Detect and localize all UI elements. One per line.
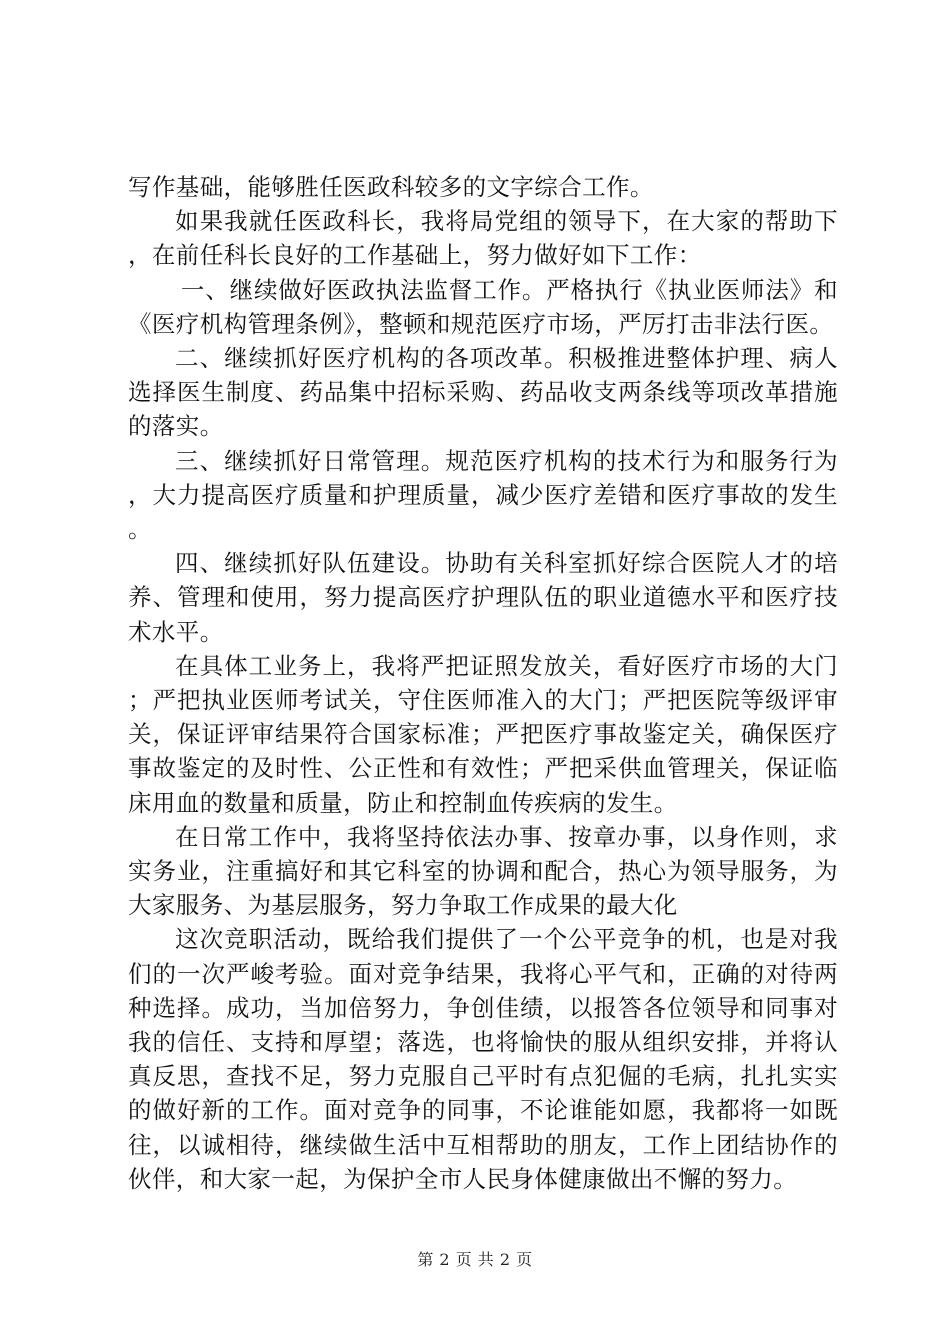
paragraph-continuation: 写作基础，能够胜任医政科较多的文字综合工作。 [128, 173, 654, 201]
paragraph-intro: 如果我就任医政科长，我将局党组的领导下，在大家的帮助下，在前任科长良好的工作基础上，努力做好如下工作： [128, 207, 838, 270]
paragraph-conclusion: 这次竞职活动，既给我们提供了一个公平竞争的机，也是对我们的一次严峻考验。面对竞争结果，我将心平气和，正确的对待两种选择。成功，当加倍努力，争创佳绩，以报答各位领导和同事对我的信任、支持和厚望；落选，也将愉快的服从组织安排，并将认真反思，查找不足，努力克服自己平时有点犯倔的毛病，扎扎实实的做好新的工作。面对竞争的同事，不论谁能如愿，我都将一如既往，以诚相待，继续做生活中互相帮助的朋友，工作上团结协作的伙伴，和大家一起，为保护全市人民身体健康做出不懈的努力。 [128, 925, 838, 1193]
paragraph-item-2: 二、继续抓好医疗机构的各项改革。积极推进整体护理、病人选择医生制度、药品集中招标采购、药品收支两条线等项改革措施的落实。 [128, 344, 838, 441]
paragraph-item-1: 一、继续做好医政执法监督工作。严格执行《执业医师法》和《医疗机构管理条例》，整顿和规范医疗市场，严厉打击非法行医。 [128, 275, 838, 338]
document-body [128, 170, 838, 1196]
paragraph-item-3: 三、继续抓好日常管理。规范医疗机构的技术行为和服务行为，大力提高医疗质量和护理质量，减少医疗差错和医疗事故的发生。 [128, 446, 838, 544]
paragraph-item-4: 四、继续抓好队伍建设。协助有关科室抓好综合医院人才的培养、管理和使用，努力提高医疗护理队伍的职业道德水平和医疗技术水平。 [128, 549, 838, 646]
paragraph-business: 在具体工业务上，我将严把证照发放关，看好医疗市场的大门；严把执业医师考试关，守住医师准入的大门；严把医院等级评审关，保证评审结果符合国家标准；严把医疗事故鉴定关，确保医疗事故鉴定的及时性、公正性和有效性；严把采供血管理关，保证临床用血的数量和质量，防止和控制血传疾病的发生。 [128, 651, 838, 817]
paragraph-daily-work: 在日常工作中，我将坚持依法办事、按章办事，以身作则，求实务业，注重搞好和其它科室的协调和配合，热心为领导服务，为大家服务、为基层服务，努力争取工作成果的最大化 [128, 822, 838, 920]
page-footer: 第 2 页 共 2 页 [417, 1250, 533, 1269]
